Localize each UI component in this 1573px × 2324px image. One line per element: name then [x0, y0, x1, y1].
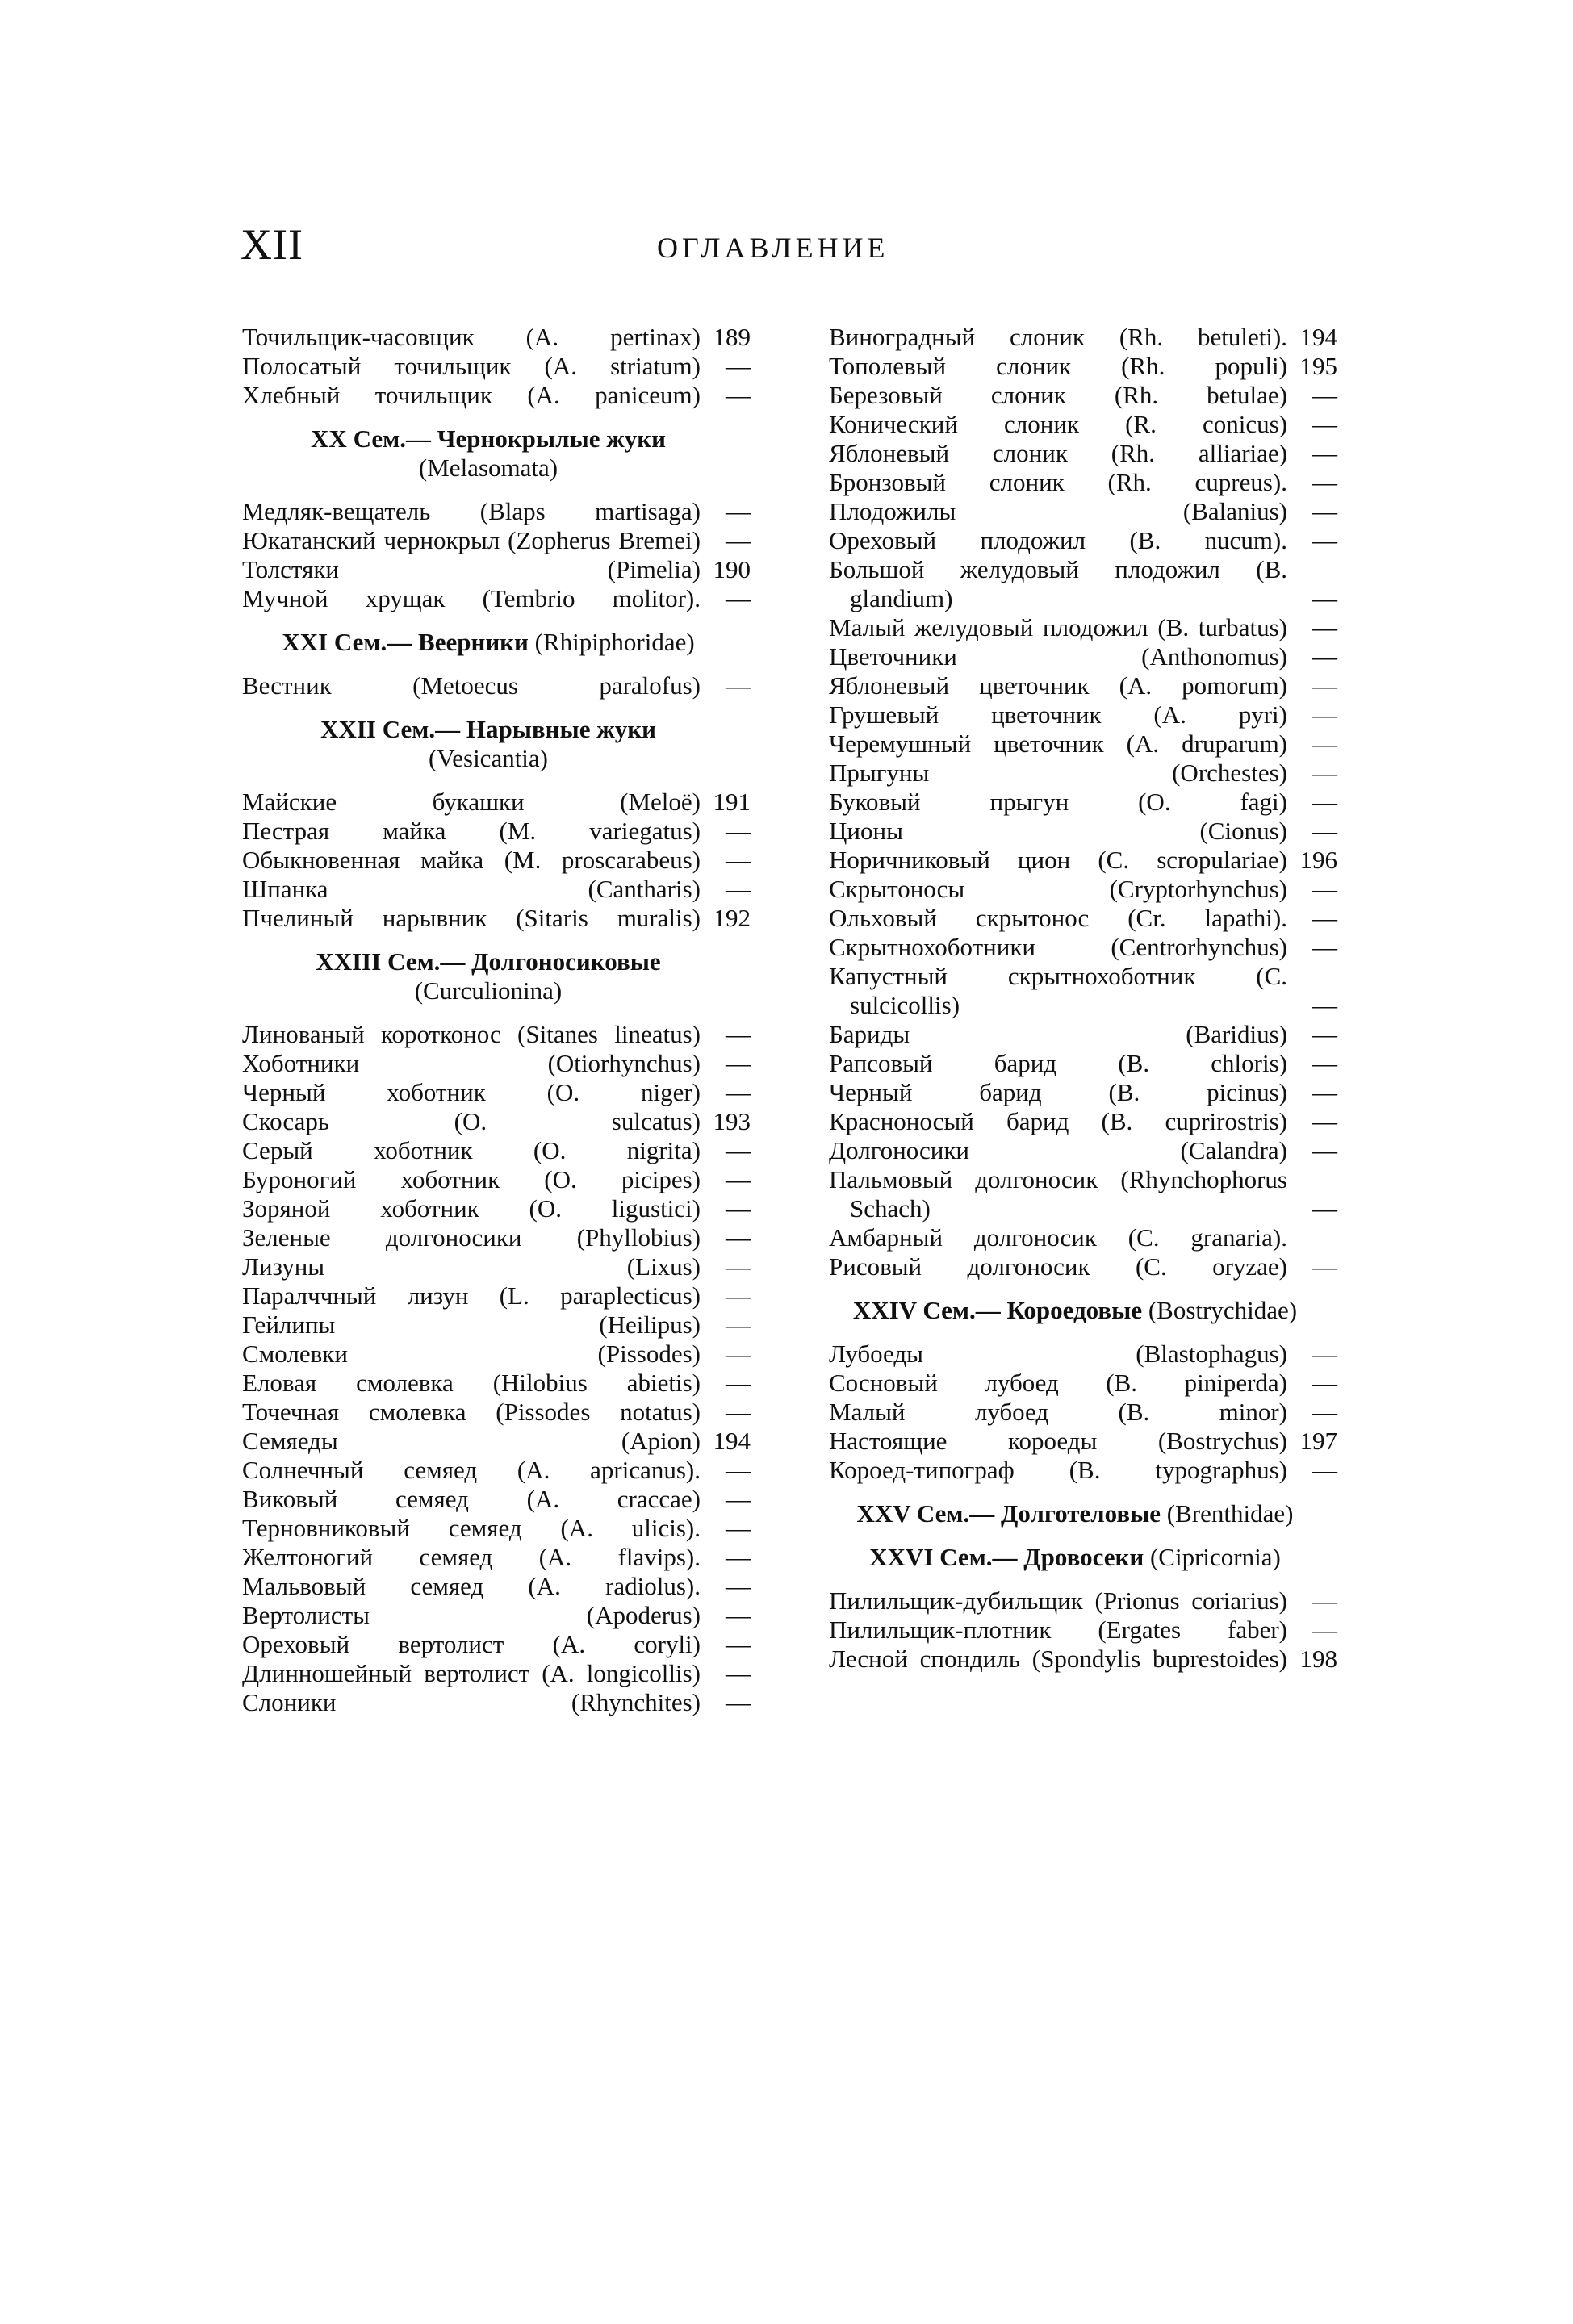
entry-page: — — [1312, 1194, 1337, 1223]
entry-page: — — [726, 1456, 751, 1484]
entry-title: Черемушный цветочник (A. druparum) — [829, 729, 1287, 758]
entry-page: — — [726, 497, 751, 525]
toc-entry — [242, 1369, 751, 1398]
entry-title: Малый желудовый плодожил (B. turbatus) — [829, 613, 1287, 642]
toc-entry — [829, 410, 1337, 439]
entry-title: Слоники (Rhynchites) — [242, 1688, 701, 1716]
entry-page: 193 — [713, 1107, 751, 1135]
entry-title: Пчелиный нарывник (Sitaris muralis) — [242, 904, 701, 932]
entry-page: — — [726, 352, 751, 380]
entry-title: Короед-типограф (B. typographus) — [829, 1456, 1287, 1484]
entry-page: — — [726, 1310, 751, 1339]
section-heading — [829, 1543, 1337, 1572]
entry-page: 190 — [713, 555, 751, 583]
toc-entry — [242, 1340, 751, 1369]
toc-entry — [829, 1252, 1337, 1281]
toc-entry — [242, 555, 751, 584]
entry-page: — — [1312, 1252, 1337, 1281]
toc-entry — [829, 933, 1337, 962]
entry-page: — — [726, 1398, 751, 1426]
toc-entry — [242, 1601, 751, 1630]
entry-title: Яблоневый цветочник (A. pomorum) — [829, 671, 1287, 700]
entry-title: Мальвовый семяед (A. radiolus). — [242, 1572, 701, 1600]
toc-entry — [242, 1107, 751, 1136]
entry-title: Шпанка (Cantharis) — [242, 875, 701, 903]
entry-page: — — [726, 526, 751, 554]
entry-title: Гейлипы (Heilipus) — [242, 1310, 701, 1339]
entry-title: Обыкновенная майка (M. proscarabeus) — [242, 846, 701, 874]
toc-entry — [242, 1136, 751, 1165]
toc-entry — [829, 729, 1337, 759]
section-latin-name: (Rhipiphoridae) — [534, 628, 695, 656]
toc-entry — [242, 1543, 751, 1572]
entry-title: Паралччный лизун (L. paraplecticus) — [242, 1281, 701, 1310]
entry-page: — — [1312, 1369, 1337, 1397]
toc-entry — [242, 1398, 751, 1427]
entry-title: Солнечный семяед (A. apricanus). — [242, 1456, 701, 1484]
toc-entry — [242, 352, 751, 381]
entry-title: Буковый прыгун (O. fagi) — [829, 788, 1287, 816]
entry-title: Мучной хрущак (Tembrio molitor). — [242, 584, 701, 612]
entry-page: — — [1312, 642, 1337, 671]
entry-title: Длинношейный вертолист (A. longicollis) — [242, 1659, 701, 1687]
toc-entry — [829, 555, 1337, 613]
entry-page: — — [1312, 1078, 1337, 1106]
toc-entry — [829, 962, 1337, 1020]
entry-page: — — [726, 1136, 751, 1164]
toc-entry — [242, 1310, 751, 1340]
section-title: XXI Сем.— Веерники — [282, 628, 529, 656]
page-header — [241, 219, 1338, 276]
toc-entry — [829, 468, 1337, 497]
entry-page: — — [726, 1572, 751, 1600]
entry-title: Толстяки (Pimelia) — [242, 555, 701, 583]
entry-title: Ореховый плодожил (B. nucum). — [829, 526, 1287, 554]
toc-entry — [242, 1194, 751, 1223]
toc-entry — [829, 352, 1337, 381]
toc-entry — [829, 497, 1337, 526]
toc-entry — [829, 904, 1337, 933]
toc-entry — [829, 1136, 1337, 1165]
entry-page: — — [1312, 759, 1337, 787]
section-latin-name: (Brenthidae) — [1166, 1499, 1294, 1528]
entry-title: Амбарный долгоносик (C. granaria). — [829, 1223, 1287, 1252]
toc-entry — [242, 671, 751, 700]
section-latin-name: (Vesicantia) — [428, 744, 549, 772]
section-title: XX Сем.— Чернокрылые жуки — [311, 424, 666, 453]
section-latin-name: (Melasomata) — [418, 454, 558, 482]
entry-title: Серый хоботник (O. nigrita) — [242, 1136, 701, 1164]
entry-page: — — [726, 1281, 751, 1310]
entry-page: — — [726, 1223, 751, 1252]
toc-entry — [242, 1514, 751, 1543]
section-title: XXVI Сем.— Дровосеки — [869, 1543, 1144, 1571]
entry-page: — — [726, 584, 751, 612]
toc-entry — [829, 381, 1337, 410]
entry-page: — — [726, 875, 751, 903]
entry-page: — — [1312, 1586, 1337, 1615]
entry-title: Лесной спондиль (Spondylis buprestoides) — [829, 1645, 1287, 1673]
entry-page: — — [1312, 700, 1337, 729]
entry-page: — — [726, 1165, 751, 1193]
toc-entry — [829, 613, 1337, 642]
toc-entry — [242, 1630, 751, 1659]
toc-left-column — [242, 323, 751, 1717]
section-title: XXV Сем.— Долготеловые — [856, 1499, 1161, 1528]
entry-page: — — [1312, 468, 1337, 496]
toc-entry — [242, 1427, 751, 1456]
entry-page: 197 — [1299, 1427, 1337, 1455]
section-latin-name: (Curculionina) — [414, 976, 563, 1005]
entry-title: Пальмовый долгоносик (Rhynchophorus Schach) — [829, 1165, 1287, 1223]
toc-entry — [829, 846, 1337, 875]
toc-entry — [829, 788, 1337, 817]
entry-page: — — [1312, 1020, 1337, 1048]
entry-title: Конический слоник (R. conicus) — [829, 410, 1287, 438]
entry-title: Точечная смолевка (Pissodes notatus) — [242, 1398, 701, 1426]
entry-title: Норичниковый цион (C. scropulariae) — [829, 846, 1287, 874]
entry-title: Вертолисты (Apoderus) — [242, 1601, 701, 1629]
entry-title: Хлебный точильщик (A. paniceum) — [242, 381, 701, 409]
toc-entry — [829, 1369, 1337, 1398]
section-heading — [242, 424, 751, 483]
entry-title: Черный хоботник (O. niger) — [242, 1078, 701, 1106]
toc-entry — [242, 875, 751, 904]
section-title: XXIV Сем.— Короедовые — [852, 1296, 1143, 1324]
toc-entry — [829, 526, 1337, 555]
entry-title: Семяеды (Apion) — [242, 1427, 701, 1455]
entry-title: Рисовый долгоносик (C. oryzae) — [829, 1252, 1287, 1281]
entry-title: Большой желудовый плодожил (B. glandium) — [829, 555, 1287, 612]
toc-right-column — [829, 323, 1337, 1674]
toc-entry — [242, 381, 751, 410]
entry-page: — — [1312, 1616, 1337, 1644]
toc-entry — [242, 1078, 751, 1107]
entry-page: — — [726, 846, 751, 874]
toc-entry — [242, 584, 751, 613]
entry-title: Полосатый точильщик (A. striatum) — [242, 352, 701, 380]
toc-entry — [242, 1485, 751, 1514]
entry-title: Зоряной хоботник (O. ligustici) — [242, 1194, 701, 1223]
entry-title: Скосарь (O. sulcatus) — [242, 1107, 701, 1135]
entry-title: Ореховый вертолист (A. coryli) — [242, 1630, 701, 1658]
entry-page: — — [1312, 1107, 1337, 1135]
entry-page: — — [1312, 1049, 1337, 1077]
entry-title: Прыгуны (Orchestes) — [829, 759, 1287, 787]
entry-page: — — [1312, 788, 1337, 816]
toc-entry — [242, 788, 751, 817]
entry-title: Сосновый лубоед (B. piniperda) — [829, 1369, 1287, 1397]
section-heading — [829, 1296, 1337, 1325]
entry-title: Рапсовый барид (B. chloris) — [829, 1049, 1287, 1077]
entry-title: Зеленые долгоносики (Phyllobius) — [242, 1223, 701, 1252]
entry-page: — — [1312, 1136, 1337, 1164]
entry-page: — — [1312, 933, 1337, 961]
entry-title: Красноносый барид (B. cuprirostris) — [829, 1107, 1287, 1135]
entry-page: — — [1312, 584, 1337, 612]
toc-entry — [829, 439, 1337, 468]
toc-entry — [242, 1659, 751, 1688]
entry-title: Капустный скрытнохоботник (C. sulcicollis) — [829, 962, 1287, 1019]
entry-page: — — [726, 1601, 751, 1629]
toc-entry — [829, 323, 1337, 352]
entry-page: — — [726, 1340, 751, 1368]
entry-title: Точильщик-часовщик (A. pertinax) — [242, 323, 701, 351]
entry-title: Хоботники (Otiorhynchus) — [242, 1049, 701, 1077]
toc-entry — [242, 1049, 751, 1078]
entry-page: 198 — [1299, 1645, 1337, 1673]
toc-entry — [829, 1456, 1337, 1485]
entry-page: — — [1312, 817, 1337, 845]
entry-title: Плодожилы (Balanius) — [829, 497, 1287, 525]
entry-page: — — [726, 381, 751, 409]
entry-title: Грушевый цветочник (A. pyri) — [829, 700, 1287, 729]
entry-page: — — [1312, 497, 1337, 525]
toc-entry — [242, 817, 751, 846]
toc-entry — [242, 1281, 751, 1310]
entry-title: Буроногий хоботник (O. picipes) — [242, 1165, 701, 1193]
entry-page: — — [1312, 439, 1337, 467]
entry-page: — — [726, 1369, 751, 1397]
entry-page: — — [1312, 381, 1337, 409]
toc-entry — [242, 1223, 751, 1252]
section-heading — [242, 628, 751, 657]
toc-entry — [829, 1586, 1337, 1616]
toc-entry — [242, 1688, 751, 1717]
entry-title: Пилильщик-плотник (Ergates faber) — [829, 1616, 1287, 1644]
toc-entry — [829, 1165, 1337, 1223]
entry-page: — — [726, 1543, 751, 1571]
entry-page: — — [726, 1514, 751, 1542]
toc-entry — [242, 904, 751, 933]
entry-page: — — [1312, 1398, 1337, 1426]
toc-entry — [829, 1049, 1337, 1078]
entry-page: — — [726, 1078, 751, 1106]
entry-title: Яблоневый слоник (Rh. alliariae) — [829, 439, 1287, 467]
entry-title: Пестрая майка (M. variegatus) — [242, 817, 701, 845]
entry-title: Бариды (Baridius) — [829, 1020, 1287, 1048]
entry-page: 195 — [1299, 352, 1337, 380]
entry-title: Желтоногий семяед (A. flavips). — [242, 1543, 701, 1571]
entry-title: Виковый семяед (A. craccae) — [242, 1485, 701, 1513]
toc-entry — [829, 1020, 1337, 1049]
entry-title: Ционы (Cionus) — [829, 817, 1287, 845]
entry-page: — — [726, 1688, 751, 1716]
entry-page: 194 — [1299, 323, 1337, 351]
toc-entry — [242, 1165, 751, 1194]
entry-title: Березовый слоник (Rh. betulae) — [829, 381, 1287, 409]
entry-title: Черный барид (B. picinus) — [829, 1078, 1287, 1106]
entry-title: Терновниковый семяед (A. ulicis). — [242, 1514, 701, 1542]
entry-title: Ольховый скрытонос (Cr. lapathi). — [829, 904, 1287, 932]
entry-page: — — [1312, 1340, 1337, 1368]
toc-entry — [242, 1252, 751, 1281]
entry-page: — — [1312, 875, 1337, 903]
entry-title: Настоящие короеды (Bostrychus) — [829, 1427, 1287, 1455]
toc-entry — [242, 497, 751, 526]
toc-entry — [829, 700, 1337, 729]
toc-entry — [242, 1456, 751, 1485]
entry-title: Лизуны (Lixus) — [242, 1252, 701, 1281]
entry-title: Майские букашки (Meloë) — [242, 788, 701, 816]
toc-entry — [829, 1616, 1337, 1645]
toc-entry — [829, 1223, 1337, 1252]
entry-title: Вестник (Metoecus paralofus) — [242, 671, 701, 700]
page-number: XII — [241, 220, 303, 269]
entry-title: Тополевый слоник (Rh. populi) — [829, 352, 1287, 380]
entry-title: Малый лубоед (B. minor) — [829, 1398, 1287, 1426]
toc-entry — [242, 1020, 751, 1049]
entry-page: — — [1312, 729, 1337, 758]
entry-page: — — [1312, 904, 1337, 932]
section-latin-name: (Cipricornia) — [1149, 1543, 1281, 1571]
entry-title: Виноградный слоник (Rh. betuleti). — [829, 323, 1287, 351]
toc-entry — [829, 671, 1337, 700]
toc-entry — [829, 642, 1337, 671]
toc-entry — [829, 1107, 1337, 1136]
entry-title: Пилильщик-дубильщик (Prionus coriarius) — [829, 1586, 1287, 1615]
section-title: XXIII Сем.— Долгоносиковые — [316, 947, 661, 976]
toc-entry — [829, 817, 1337, 846]
toc-entry — [242, 846, 751, 875]
entry-page: 191 — [713, 788, 751, 816]
entry-page: — — [1312, 991, 1337, 1019]
toc-entry — [829, 1398, 1337, 1427]
entry-title: Долгоносики (Calandra) — [829, 1136, 1287, 1164]
entry-title: Медляк-вещатель (Blaps martisaga) — [242, 497, 701, 525]
page-title: ОГЛАВЛЕНИЕ — [657, 232, 889, 264]
entry-page: — — [726, 1659, 751, 1687]
entry-page: — — [726, 1485, 751, 1513]
entry-page: 194 — [713, 1427, 751, 1455]
entry-page: — — [1312, 671, 1337, 700]
section-heading — [242, 715, 751, 773]
entry-page: — — [726, 1630, 751, 1658]
entry-page: — — [1312, 410, 1337, 438]
entry-page: — — [726, 817, 751, 845]
section-heading — [242, 947, 751, 1005]
entry-title: Смолевки (Pissodes) — [242, 1340, 701, 1368]
entry-page: — — [726, 1020, 751, 1048]
toc-entry — [829, 875, 1337, 904]
entry-title: Цветочники (Anthonomus) — [829, 642, 1287, 671]
entry-page: — — [726, 1049, 751, 1077]
entry-page: — — [726, 1252, 751, 1281]
entry-page: 196 — [1299, 846, 1337, 874]
entry-page: — — [1312, 1456, 1337, 1484]
toc-entry — [242, 526, 751, 555]
entry-page: — — [1312, 613, 1337, 642]
entry-title: Скрытнохоботники (Centrorhynchus) — [829, 933, 1287, 961]
entry-page: 189 — [713, 323, 751, 351]
toc-entry — [829, 1645, 1337, 1674]
entry-title: Бронзовый слоник (Rh. cupreus). — [829, 468, 1287, 496]
toc-entry — [829, 1078, 1337, 1107]
toc-entry — [242, 323, 751, 352]
entry-page: — — [726, 671, 751, 700]
section-heading — [829, 1499, 1337, 1528]
entry-title: Скрытоносы (Cryptorhynchus) — [829, 875, 1287, 903]
toc-entry — [829, 759, 1337, 788]
entry-title: Еловая смолевка (Hilobius abietis) — [242, 1369, 701, 1397]
entry-page: — — [726, 1194, 751, 1223]
toc-entry — [829, 1427, 1337, 1456]
entry-title: Юкатанский чернокрыл (Zopherus Bremei) — [242, 526, 701, 554]
entry-title: Линованый коротконос (Sitanes lineatus) — [242, 1020, 701, 1048]
section-latin-name: (Bostrychidae) — [1148, 1296, 1298, 1324]
entry-page: — — [1312, 526, 1337, 554]
toc-entry — [242, 1572, 751, 1601]
toc-entry — [829, 1340, 1337, 1369]
section-title: XXII Сем.— Нарывные жуки — [320, 715, 656, 743]
entry-page: 192 — [713, 904, 751, 932]
entry-title: Лубоеды (Blastophagus) — [829, 1340, 1287, 1368]
